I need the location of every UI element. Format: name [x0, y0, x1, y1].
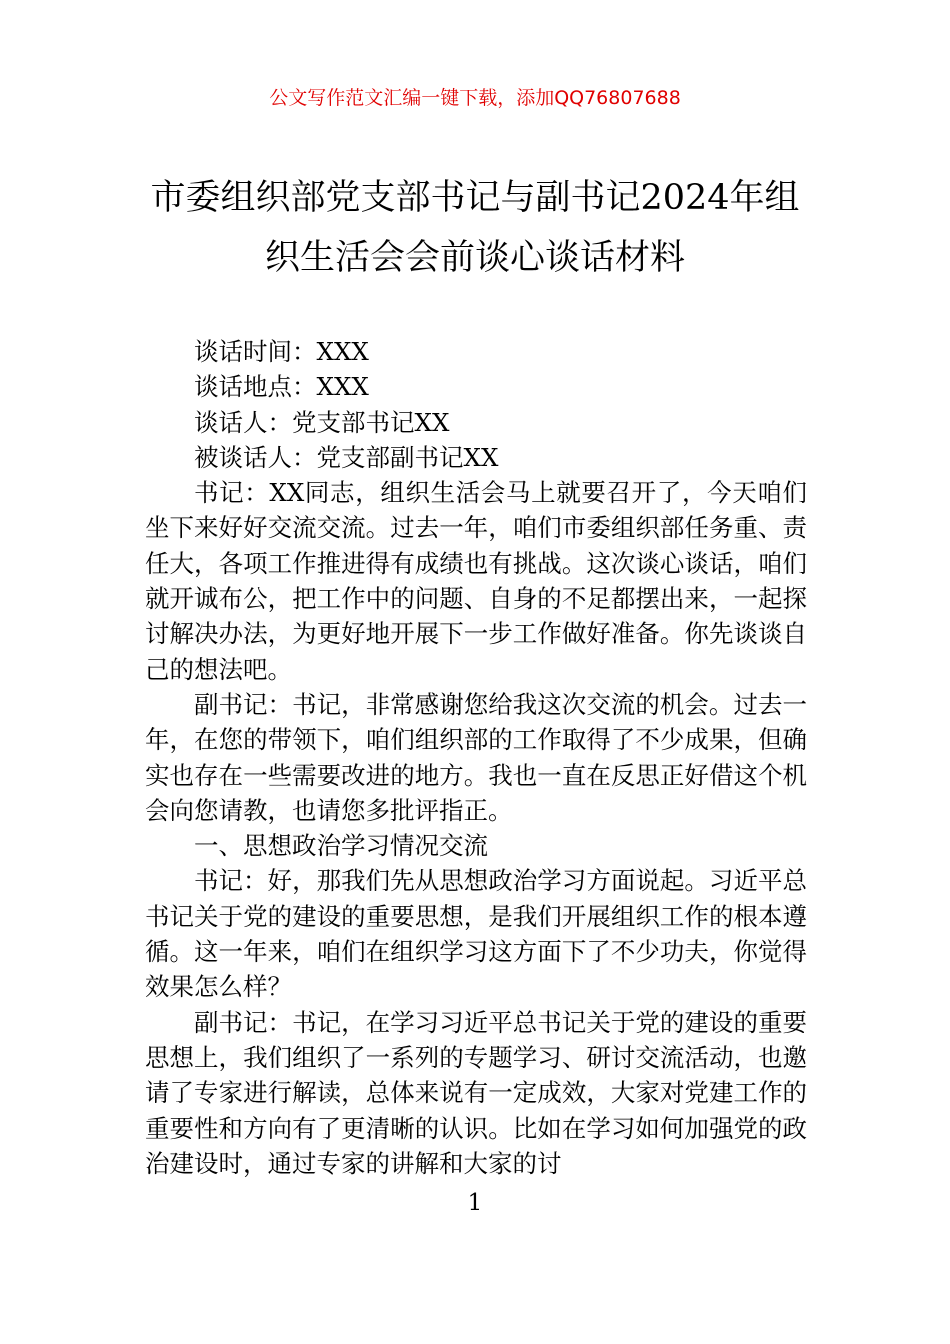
meta-time: 谈话时间：XXX — [194, 337, 369, 366]
document-body — [145, 334, 807, 1181]
meta-speaker: 谈话人：党支部书记XX — [194, 407, 450, 437]
section-heading: 一、思想政治学习情况交流 — [194, 831, 488, 861]
download-promo-note: 公文写作范文汇编一键下载，添加QQ76807688 — [269, 87, 681, 109]
paragraph: 书记：XX同志，组织生活会马上就要召开了，今天咱们坐下来好好交流交流。过去一年，咱们市委组织部任务重、责任大，各项工作推进得有成绩也有挑战。这次谈心谈话，咱们就开诚布公，把工作中的问题、自身的不足都摆出来，一起探讨解决办法，为更好地开展下一步工作做好准备。你先谈谈自己的想法吧。 — [145, 478, 807, 684]
paragraph: 副书记：书记，在学习习近平总书记关于党的建设的重要思想上，我们组织了一系列的专题学习、研讨交流活动，也邀请了专家进行解读，总体来说有一定成效，大家对党建工作的重要性和方向有了更清晰的认识。比如在学习如何加强党的政治建设时，通过专家的讲解和大家的讨 — [145, 1007, 807, 1178]
paragraph: 书记：好，那我们先从思想政治学习方面说起。习近平总书记关于党的建设的重要思想，是我们开展组织工作的根本遵循。这一年来，咱们在组织学习这方面下了不少功夫，你觉得效果怎么样？ — [145, 866, 807, 1002]
paragraph: 副书记：书记，非常感谢您给我这次交流的机会。过去一年，在您的带领下，咱们组织部的工作取得了不少成果，但确实也存在一些需要改进的地方。我也一直在反思正好借这个机会向您请教，也请您多批评指正。 — [145, 689, 807, 825]
meta-listener: 被谈话人：党支部副书记XX — [194, 442, 499, 472]
meta-place: 谈话地点：XXX — [194, 372, 369, 402]
page-number: 1 — [467, 1190, 483, 1216]
document-title: 市委组织部党支部书记与副书记2024年组织生活会会前谈心谈话材料 — [150, 178, 800, 278]
